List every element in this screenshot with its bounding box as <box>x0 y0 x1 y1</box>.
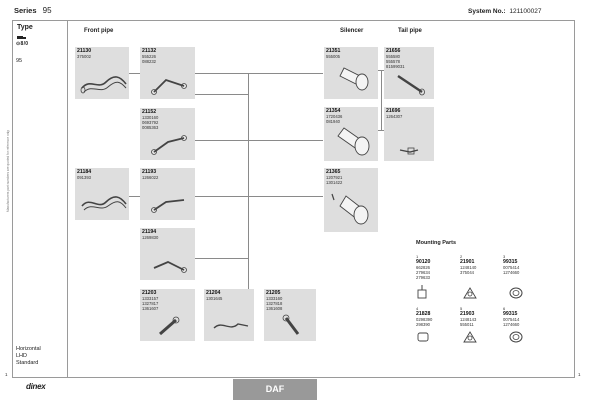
type-icons: ⊙8/0 <box>16 41 29 47</box>
part-code-21354: 21354 <box>326 108 341 114</box>
part-code-21656: 21656 <box>386 48 401 54</box>
part-code-21205: 21205 <box>266 290 281 296</box>
part-ref: 375002 <box>77 54 91 59</box>
part-ref: 1274660 <box>503 322 520 327</box>
part-refs-21354 <box>326 114 342 124</box>
part-ref: 0298390 <box>416 317 433 322</box>
mount-code-21828: 21828 <box>416 311 431 317</box>
part-refs-21351 <box>326 54 340 59</box>
variant: Standard <box>16 360 39 366</box>
part-ref: 1301422 <box>326 180 343 185</box>
tail-pipe-21696-illustration <box>396 142 426 158</box>
mount-refs-99315-b <box>503 317 519 327</box>
part-ref: 081940 <box>326 119 340 124</box>
part-code-21365: 21365 <box>326 169 341 175</box>
part-ref: 298390 <box>416 322 430 327</box>
mount-refs-21903 <box>460 317 476 327</box>
series-label: Series <box>14 6 37 15</box>
part-ref: 1207921 <box>326 175 343 180</box>
mount-refs-21901 <box>460 265 476 275</box>
orientation: Horizontal <box>16 346 41 352</box>
part-code-21696: 21696 <box>386 108 401 114</box>
part-ref: 1330160 <box>142 115 159 120</box>
section-silencer: Silencer <box>340 28 364 34</box>
series-number: 95 <box>42 6 52 15</box>
mount-index: 1 <box>416 254 419 259</box>
brand-label: DAF <box>233 379 317 400</box>
part-refs-21365 <box>326 175 342 185</box>
part-ref: 1248140 <box>460 265 477 270</box>
silencer-21365-illustration <box>328 188 374 228</box>
part-ref: 555578 <box>386 59 400 64</box>
part-ref: 1333160 <box>266 296 283 301</box>
tail-pipe-21656-illustration <box>392 70 430 96</box>
gasket-ring-icon <box>416 330 430 344</box>
part-ref: 0075414 <box>503 265 520 270</box>
front-pipe-21194-illustration <box>150 254 190 278</box>
silencer-21351-illustration <box>332 64 376 96</box>
silencer-21354-illustration <box>332 126 376 158</box>
flange-gasket-icon <box>462 330 478 344</box>
part-code-21130: 21130 <box>77 48 92 54</box>
part-refs-21184 <box>77 175 91 180</box>
page-number-right: 1 <box>578 372 581 377</box>
connector-line <box>195 258 248 259</box>
connector-line <box>248 196 323 197</box>
section-tail-pipe: Tail pipe <box>398 28 422 34</box>
part-ref: 81599031 <box>386 64 405 69</box>
series-title <box>14 6 52 15</box>
part-ref: 555011 <box>460 322 474 327</box>
clamp-icon <box>508 330 524 344</box>
part-refs-21204 <box>206 296 222 301</box>
front-pipe-21130-illustration <box>80 70 128 96</box>
part-refs-21152 <box>142 115 158 130</box>
front-pipe-21203-illustration <box>152 312 188 338</box>
connector-line <box>195 140 248 141</box>
part-ref: 1720436 <box>326 114 343 119</box>
part-refs-21696 <box>386 114 402 119</box>
connector-line <box>248 140 323 141</box>
part-ref: 1333157 <box>142 296 159 301</box>
part-ref: 088232 <box>142 59 156 64</box>
part-refs-21130 <box>77 54 91 59</box>
left-panel <box>12 20 68 378</box>
part-ref: 1264307 <box>386 114 403 119</box>
part-code-21203: 21203 <box>142 290 157 296</box>
part-ref: 279633 <box>416 275 430 280</box>
part-code-21184: 21184 <box>77 169 92 175</box>
part-refs-21132 <box>142 54 156 64</box>
part-ref: 0085363 <box>142 125 159 130</box>
front-pipe-21132-illustration <box>150 72 190 96</box>
reference-note: Manufacturers part numbers are quoted for reference only <box>6 130 10 212</box>
drive-side: LHD <box>16 353 28 359</box>
mount-code-99315: 99315 <box>503 259 518 265</box>
front-pipe-21204-illustration <box>212 316 250 336</box>
bracket-icon <box>416 284 430 302</box>
mount-code-90120: 90120 <box>416 259 431 265</box>
part-ref: 662826 <box>416 265 430 270</box>
part-ref: 091393 <box>77 175 91 180</box>
type-number: 95 <box>16 58 23 64</box>
mount-index: 5 <box>460 306 463 311</box>
mount-refs-99315 <box>503 265 519 275</box>
system-label: System No.: <box>468 8 506 15</box>
part-ref: 279634 <box>416 270 430 275</box>
vehicle-info <box>16 346 41 367</box>
connector-line <box>195 94 248 95</box>
part-refs-21205 <box>266 296 282 311</box>
clamp-icon <box>508 286 524 300</box>
part-code-21194: 21194 <box>142 229 157 235</box>
part-ref: 555580 <box>386 54 400 59</box>
section-front-pipe: Front pipe <box>84 28 114 34</box>
part-ref: 1361608 <box>266 306 283 311</box>
part-ref: 1361607 <box>142 306 159 311</box>
section-mounting-parts: Mounting Parts <box>416 240 457 246</box>
part-ref: 1266022 <box>142 175 159 180</box>
system-number <box>468 8 541 15</box>
part-ref: 555005 <box>326 54 340 59</box>
part-refs-21194 <box>142 235 158 240</box>
mount-code-99315-b: 99315 <box>503 311 518 317</box>
part-ref: 1301645 <box>206 296 223 301</box>
dinex-logo: dinex <box>26 382 46 391</box>
part-ref: 1327817 <box>142 301 159 306</box>
mount-refs-90120 <box>416 265 430 280</box>
part-refs-21193 <box>142 175 158 180</box>
mount-index: 2 <box>460 254 463 259</box>
mount-index: 6 <box>503 306 506 311</box>
type-label: Type <box>17 24 33 31</box>
part-code-21152: 21152 <box>142 109 157 115</box>
front-pipe-21193-illustration <box>150 192 190 216</box>
connector-line <box>381 70 382 130</box>
front-pipe-21152-illustration <box>150 132 190 156</box>
part-ref: 375044 <box>460 270 474 275</box>
front-pipe-21205-illustration <box>276 312 310 338</box>
part-ref: 555226 <box>142 54 156 59</box>
part-code-21204: 21204 <box>206 290 221 296</box>
part-ref: 0075414 <box>503 317 520 322</box>
part-code-21132: 21132 <box>142 48 157 54</box>
part-ref: 1327818 <box>266 301 283 306</box>
part-code-21351: 21351 <box>326 48 341 54</box>
mount-code-21903: 21903 <box>460 311 475 317</box>
part-refs-21203 <box>142 296 158 311</box>
mount-code-21901: 21901 <box>460 259 475 265</box>
truck-icon <box>17 35 27 39</box>
part-code-21193: 21193 <box>142 169 157 175</box>
front-pipe-21184-illustration <box>80 190 128 216</box>
part-ref: 1274660 <box>503 270 520 275</box>
mount-index: 3 <box>503 254 506 259</box>
gasket-icon <box>462 286 478 300</box>
page-number-left: 1 <box>5 372 8 377</box>
part-ref: 1248143 <box>460 317 477 322</box>
part-refs-21656 <box>386 54 405 69</box>
part-ref: 0693792 <box>142 120 159 125</box>
part-ref: 1269830 <box>142 235 159 240</box>
connector-line <box>248 73 323 74</box>
mount-index: 4 <box>416 306 419 311</box>
system-number-value: 121100027 <box>509 8 542 15</box>
mount-refs-21828 <box>416 317 432 327</box>
